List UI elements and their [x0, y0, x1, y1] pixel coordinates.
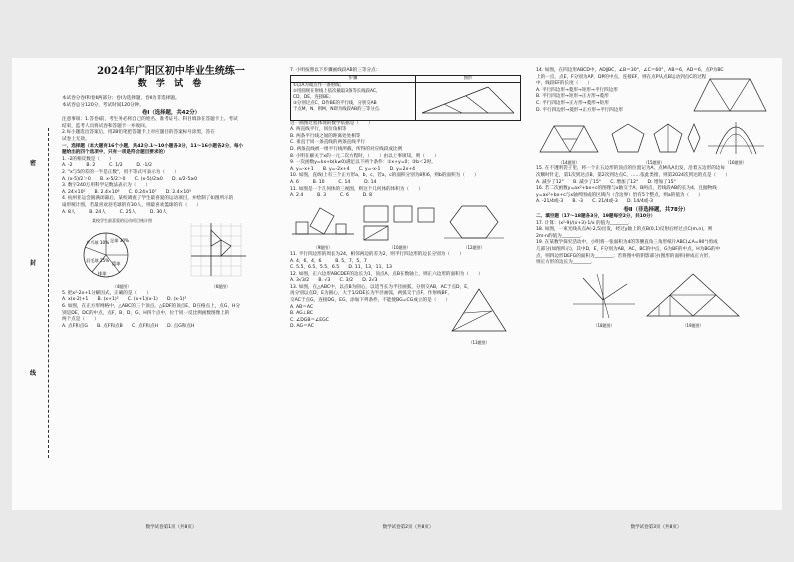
- pie-divider: [85, 247, 106, 255]
- caption-fig12: （12题图）: [463, 245, 485, 251]
- option-line: B. 平行四边形→矩形→正方形→菱形: [536, 94, 609, 100]
- part1-title: 卷Ⅰ（选择题，共42分）: [141, 110, 201, 117]
- option-line: A. AB＝AC: [290, 304, 314, 310]
- figure-q14-right: [690, 75, 770, 119]
- parabola-figure: [706, 120, 766, 156]
- caption-fig13: （13题图）: [468, 340, 490, 346]
- grid-figure: [186, 218, 256, 280]
- table-header: 步骤: [291, 75, 416, 82]
- caption-fig15: （15题图）: [643, 159, 665, 165]
- section2-line: 二、填空题（17～18题各3分，19题每空2分，共10分）: [536, 213, 656, 219]
- option-line: A. 减少了12° B. 减少了15° C. 增加了12° D. 增加了15°: [536, 179, 676, 185]
- trisection-figure: [418, 83, 518, 117]
- step-line: 于点M，N，则M，N即为线段AB的三等分点.: [293, 106, 381, 112]
- question-line: 8. 小明在解关于x的一元二次方程时，（ ）由以上事项知，则（ ）: [290, 153, 439, 159]
- question-line: 9. 一次函数y=kx+b(k≠0)满足以下两个条件：①x+y=0；②b＜2时，: [290, 160, 436, 166]
- question-line: 16. 若二次函数y=ax²+bx+c的图像与x轴交于A，B两点，若线段AB的长为4，且抛物线: [536, 186, 717, 192]
- right-triangle-figure: [643, 270, 743, 320]
- section1-line: 一、选择题（本大题有16个小题，共42分.1～10小题各3分，11～16小题各2分，每小: [62, 143, 244, 149]
- figure-q14: [536, 120, 602, 166]
- notes-line: 试卷上无效。: [62, 136, 90, 142]
- question-line: 则正方形的边长为________.: [536, 260, 593, 266]
- question-line: A. -2 B. 2 C. 1/2 D. -1/2: [62, 163, 152, 169]
- option-line: C. 5.5，6.5，5.5，6.5 D. 11，13，11，13: [290, 265, 392, 271]
- question-line: 14. 如图，在四边形ABCD中，AD∥BC，∠B＝30°，∠C＝60°，AB＝6，AD＝6，点P为BC: [536, 68, 724, 73]
- pie-label: 乒乓球 10%: [86, 239, 110, 245]
- caption-fig19: （19题图）: [682, 323, 704, 329]
- figure-q16: [706, 120, 766, 166]
- caption-fig9: （9题图）: [313, 245, 333, 251]
- question-line: 上的一点，点E，F分别为AP，DP的中点，连接EF，则在点P从点B运动到点C的过程: [536, 74, 707, 80]
- page-footer: 数学试卷第3页（共8页）: [630, 525, 682, 531]
- intro-line: 本试卷分卷Ⅰ和卷Ⅱ两部分；卷Ⅰ为选择题，卷Ⅱ为非选择题。: [62, 96, 180, 101]
- exam-subject: 数 学 试 卷: [137, 79, 205, 89]
- binding-margin: [26, 138, 56, 438]
- quadrilateral-figure: [690, 75, 770, 115]
- figure-q9: [290, 202, 356, 252]
- step-line: CD，DE，连接BE；: [293, 94, 334, 100]
- question-line: 13. 如图，在△ABC中，以点B为圆心，以适当长为半径画弧，分别交AB，AC于点D，E，: [290, 284, 472, 290]
- table-cell: [291, 82, 416, 120]
- figure-q6: [186, 218, 256, 290]
- question-line: y=ax²+bx+c与x轴所围成的区域内（含边界）恰有5个整点，则a的值为（ ）: [536, 192, 703, 198]
- part2-title: 卷Ⅱ（非选择题，共78分）: [623, 206, 689, 213]
- option-line: A. 4，6，4，6 B. 5，7，5，7: [290, 258, 367, 264]
- question-line: 中，线段EF的长度（ ）: [536, 81, 593, 87]
- question-line: 别是DE，DC的中点，点F，B，D，G，H四个点中，位于同一反比例函数图像上的: [62, 310, 230, 316]
- question-line: 10. 如图，直线l上有三个正方形a，b，c，若a，c的面积分别为8和6，则b的面积为（ ）: [290, 173, 479, 179]
- notes-line: 结束，监考人员将试卷和答题卡一并收回。: [62, 123, 150, 129]
- pie-label: 足球 30%: [110, 237, 130, 243]
- caption-fig4: （4题图）: [112, 284, 132, 290]
- question-line: 再分别以点D，E为圆心，大于1/2DE长为半径画弧，两弧交于点F，作射线BF，: [290, 291, 452, 297]
- question-line: A. 8人 B. 24人 C. 25人 D. 30人: [62, 209, 167, 215]
- notes-line: 2.每小题选出答案后，用2B铅笔把答题卡上对应题目的答案标号涂黑，答在: [62, 130, 215, 136]
- step-line: ②用圆规在射线上依次截取3条等长线段AC，: [293, 88, 381, 94]
- page-1: [62, 58, 280, 531]
- option-line: A. 2.4 B. 3 C. 6 D. 8: [290, 193, 373, 199]
- step-line: ①以A为端点作一条射线；: [293, 82, 344, 88]
- question-line: 4. 杭州亚运会圆满闭幕后，某校调查了学生最喜爱的运动项目，并绘制了如图所示的: [62, 196, 234, 202]
- steps-table: [290, 75, 521, 121]
- trapezoid-figure: [536, 120, 602, 156]
- pie-label: 排球: [98, 270, 107, 276]
- figure-q10: [360, 202, 440, 252]
- option-line: A. 6 B. 10 C. 14 D. 14: [290, 179, 377, 185]
- caption-fig10: （10题图）: [389, 245, 411, 251]
- option-line: B. 两条平行线之间的距离处处相等: [290, 133, 361, 139]
- question-line: 12. 如图，正六边形ABCDEF的边长为1，顶点A，点B在数轴上，则正六边形的面积为（ ）: [290, 271, 483, 277]
- question-line: 7. 小明按照以下步骤画线段AB的三等分点：: [290, 68, 381, 73]
- page-footer: 数学试卷第2页（共8页）: [382, 525, 434, 531]
- pie-chart: [62, 225, 182, 281]
- option-line: C. 平行四边形→正方形→菱形→矩形: [536, 100, 609, 106]
- question-line: A. 点F和点G B. 点F和点B C. 点F和点H D. 点G和点H: [62, 323, 195, 329]
- pentagon-figure: [606, 120, 702, 156]
- caption-fig18: （18题图）: [593, 323, 615, 329]
- option-line: A. 两直线平行，同位角相等: [290, 127, 347, 133]
- option-line: C. 垂直于同一条直线的两条直线平行: [290, 140, 366, 146]
- question-line: 1. -2的相反数是（ ）: [62, 156, 114, 162]
- table-cell: [416, 82, 521, 120]
- question-line: 2m-n的值为________.: [536, 233, 582, 239]
- binding-char-2: 封: [30, 260, 37, 267]
- hexagon-figure: [444, 202, 504, 242]
- question-line: A. 24×10⁵ B. 2.4×10⁶ C. 0.24×10⁷ D. 2.4×10⁵: [62, 189, 192, 195]
- table-header: 图形: [416, 75, 521, 82]
- pie-label: 篮球: [112, 260, 121, 266]
- question-line: 11. 平行四边形的周长为24，相邻两边的差为2，则平行四边形的边长分别为（ ）: [290, 251, 464, 257]
- squares-figure: [290, 202, 356, 242]
- question-line: 次顺时针走，第1次到达点B，第2次到达点C，……依此类推，则第2024次到达的点是（ ）: [536, 172, 730, 178]
- question-line: 几部分(如图所示)，其中D，E，F分别为AB，AC，BC的中点，G为BF的中点，H为BG的中: [536, 246, 721, 252]
- three-views-figure: [360, 202, 440, 242]
- binding-char-1: 密: [30, 160, 37, 167]
- question-line: 两个点是（ ）: [62, 317, 99, 323]
- figure-q13: [444, 285, 514, 347]
- figure-q19: [643, 270, 743, 330]
- question-line: 17. 计算：(x²-9)/(x+3)·1/x 的值为________.: [536, 220, 630, 226]
- option-line: A. 3√3/2 B. √3 C. 3/2 D. 2√3: [290, 278, 378, 284]
- question-line: A. x(x-2)+1 B. (x+1)² C. (x+1)(x-1) D. (x-1)²: [62, 297, 187, 303]
- binding-line: [48, 128, 49, 458]
- question-line: A. (x-5)/2＞0 B. x-5/2＞0 C. (x-5)/2≥0 D. x/2-5≥0: [62, 176, 198, 182]
- question-line: 这一画图过程体现的数学依据是（ ）: [290, 120, 373, 126]
- page-footer: 数学试卷第1页（共8页）: [145, 525, 197, 531]
- question-line: 19. 在某数学探究活动中，小明将一张面积为4的等腰直角三角形纸片ABC(∠A=90°)剪成: [536, 240, 718, 246]
- option-line: A. 平行四边形→菱形→矩形→平行四边形: [536, 87, 618, 93]
- question-line: 点，则四边形DEFG的面积为________；若将图中的阴影部分(图形的面积)拼成正方形，: [536, 253, 714, 259]
- intro-line: 本试卷总分120分，考试时间120分钟。: [62, 102, 144, 108]
- triangle-figure: [444, 285, 514, 337]
- caption-fig14: （14题图）: [558, 159, 580, 165]
- binding-char-3: 线: [30, 370, 37, 377]
- question-line: 扇形统计图，若最喜欢羽毛球的有30人，则最喜欢篮球的有（ ）: [62, 202, 202, 208]
- pie-title: 某校学生最喜爱的运动项目统计图: [92, 218, 152, 224]
- question-line: 交AC于点G，连接DG，EG，添加下列条件，不能使BG=CG成立的是（ ）: [290, 298, 451, 304]
- page-3: [536, 58, 776, 531]
- option-line: A. y=-x+1 B. y=-2x+4 C. y=-x-1 D. y=2x+4: [290, 166, 416, 172]
- exam-title: 2024年广阳区初中毕业生统练一: [97, 66, 245, 77]
- question-line: 11. 如图是一个几何体的三视图，则这个几何体的体积为（ ）: [290, 186, 423, 192]
- step-line: ③分别过点C，D作BE的平行线，分别交AB: [293, 100, 377, 106]
- page-2: [290, 58, 526, 531]
- option-line: D. 平行四边形→菱形→正方形→平行四边形: [536, 107, 623, 113]
- option-line: A. -21/4或-3 B. -3 C. 21/4或-3 D. 14/4或-3: [536, 199, 653, 205]
- pie-label: 羽毛球 25%: [86, 257, 110, 263]
- question-line: 15. 在不透明袋子里，将一个正五边形的顶点的位置记为A，点M从A出发，沿着五边形的边每: [536, 166, 725, 172]
- reflection-figure: [569, 270, 639, 320]
- question-line: 3. 数字240万用科学记数法表示为（ ）: [62, 183, 151, 189]
- question-line: 6. 如图，在正方形网格中，△ABC的三个顶点，△EDF的顶点E，D在格点上，点G，H分: [62, 304, 241, 310]
- figure-q12: [444, 202, 504, 252]
- figure-q15: [606, 120, 702, 166]
- question-line: 18. 如图，一束光线从点A(-2,5)出发，经过y轴上的点B(0,1)反射后经过点C(m,n)，则: [536, 227, 713, 233]
- question-line: 5. 把x²-2x+1分解因式，正确的是（ ）: [62, 290, 151, 296]
- question-line: 2. "x与5的差的一半是正数"，用不等式可表示为（ ）: [62, 169, 179, 175]
- caption-fig16: （16题图）: [725, 159, 747, 165]
- notes-line: 注意事项：1.答卷Ⅰ前，考生务必将自己的姓名、准考证号、科目填涂在答题卡上。考试: [62, 117, 238, 123]
- figure-q4: [62, 218, 182, 291]
- figure-q18: [569, 270, 639, 330]
- exam-sheet: [12, 58, 782, 531]
- option-line: C. ∠DGB＝∠EGC: [290, 317, 329, 323]
- caption-fig6: （6题图）: [211, 283, 231, 289]
- option-line: D. 两条直线被一组平行线所截，所得的对应线段成比例: [290, 146, 403, 152]
- section1-line: 题给出的四个选项中，只有一项是符合题目要求的）: [62, 150, 168, 156]
- option-line: B. AG⊥BC: [290, 311, 313, 317]
- option-line: D. AG＝AC: [290, 324, 314, 330]
